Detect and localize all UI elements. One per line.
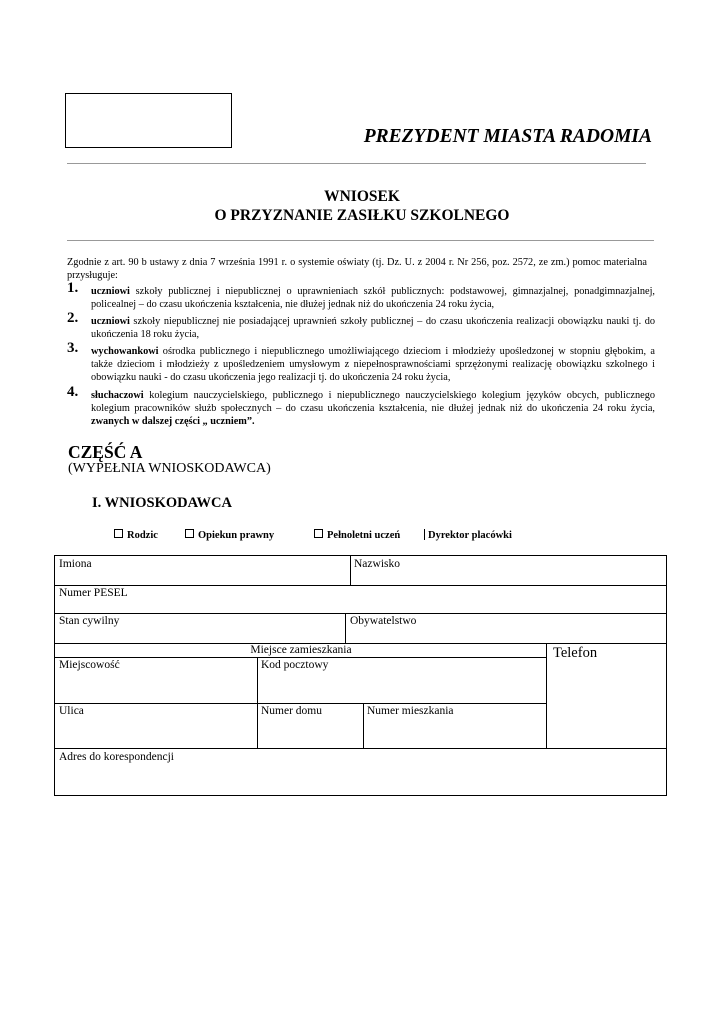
header-divider (67, 163, 646, 164)
row-divider (55, 748, 666, 749)
title-divider (67, 240, 654, 241)
item-lead: słuchaczowi (91, 390, 144, 401)
cell-divider (257, 703, 258, 748)
item-text: szkoły publicznej i niepublicznej o uprawnieniach szkół publicznych: podstawowej, gimnazjalnej, ponadgimnazjalnej, policealnej – do czasu ukończenia kształcenia, nie dłużej jednak niż do ukończenia 24 roku życia, (91, 286, 655, 310)
row-divider (55, 585, 666, 586)
document-title: WNIOSEK (324, 188, 400, 205)
legal-basis-intro: Zgodnie z art. 90 b ustawy z dnia 7 września 1991 r. o systemie oświaty (tj. Dz. U. z 2004 r. Nr 256, poz. 2572, ze zm.) pomoc materialna przysługuje: (67, 257, 647, 281)
item-text: ośrodka publicznego i niepublicznego umożliwiającego dzieciom i młodzieży upośledzonej w stopniu głębokim, a także dzieciom i młodzieży z upośledzeniem umysłowym z niepełnosprawnościami sprzężonymi realizację obowiązku szkolnego i obowiązku nauki - do czasu ukończenia jego realizacji tj. do ukończenia 24 roku życia, (91, 346, 655, 383)
issuing-authority: PREZYDENT MIASTA RADOMIA (363, 126, 652, 147)
checkbox-icon[interactable] (314, 529, 323, 538)
item-number: 4. (67, 384, 79, 400)
cell-divider (546, 643, 547, 748)
item-tail: zwanych w dalszej części „ uczniem”. (91, 415, 255, 427)
cell-divider (350, 556, 351, 585)
item-text: szkoły niepublicznej nie posiadającej uprawnień szkoły publicznej – do czasu ukończenia realizacji obowiązku nauki tj. do ukończenia 18 roku życia, (91, 316, 655, 340)
row-divider (55, 657, 547, 658)
item-number: 1. (67, 280, 79, 296)
option-dyrektor-placowki[interactable]: Dyrektor placówki (424, 529, 512, 541)
part-subtitle: (WYPEŁNIA WNIOSKODAWCA) (68, 461, 271, 476)
label-numer-domu: Numer domu (261, 705, 323, 717)
cell-divider (363, 703, 364, 748)
checkbox-icon[interactable] (185, 529, 194, 538)
checkbox-icon[interactable] (114, 529, 123, 538)
cell-divider (257, 657, 258, 703)
label-nazwisko: Nazwisko (354, 558, 400, 570)
label-miejscowosc: Miejscowość (59, 659, 120, 671)
section-heading: I. WNIOSKODAWCA (92, 495, 232, 511)
label-kod-pocztowy: Kod pocztowy (261, 659, 329, 671)
row-divider (55, 613, 666, 614)
eligibility-item-4 (67, 384, 655, 428)
eligibility-item-3 (67, 340, 655, 384)
eligibility-item-2 (67, 310, 655, 342)
checkbox-edge-icon[interactable] (424, 529, 425, 540)
option-opiekun-prawny[interactable]: Opiekun prawny (185, 529, 274, 541)
item-lead: uczniowi (91, 286, 130, 297)
label-pesel: Numer PESEL (59, 587, 128, 599)
label-imiona: Imiona (59, 558, 92, 570)
label-miejsce-zamieszkania: Miejsce zamieszkania (250, 644, 352, 656)
eligibility-item-1 (67, 280, 655, 312)
item-number: 3. (67, 340, 79, 356)
label-obywatelstwo: Obywatelstwo (350, 615, 417, 627)
cell-divider (345, 613, 346, 643)
item-lead: uczniowi (91, 316, 130, 327)
item-lead: wychowankowi (91, 346, 159, 357)
label-adres-do-korespondencji: Adres do korespondencji (59, 751, 174, 763)
item-text: kolegium nauczycielskiego, publicznego i niepublicznego nauczycielskiego kolegium języków obcych, publicznego kolegium pracowników służb społecznych – do czasu ukończenia kształcenia, nie dłużej jednak niż do ukończenia 24 roku życia, (91, 390, 655, 414)
label-numer-mieszkania: Numer mieszkania (367, 705, 454, 717)
part-title: CZĘŚĆ A (68, 442, 143, 462)
option-pelnoletni-uczen[interactable]: Pełnoletni uczeń (314, 529, 400, 541)
row-divider (55, 703, 547, 704)
item-number: 2. (67, 310, 79, 326)
label-ulica: Ulica (59, 705, 84, 717)
document-subtitle: O PRZYZNANIE ZASIŁKU SZKOLNEGO (214, 207, 510, 224)
label-stan-cywilny: Stan cywilny (59, 615, 120, 627)
applicant-data-table (54, 555, 667, 796)
office-stamp-box (65, 93, 232, 148)
label-telefon: Telefon (553, 645, 598, 661)
option-rodzic[interactable]: Rodzic (114, 529, 158, 541)
